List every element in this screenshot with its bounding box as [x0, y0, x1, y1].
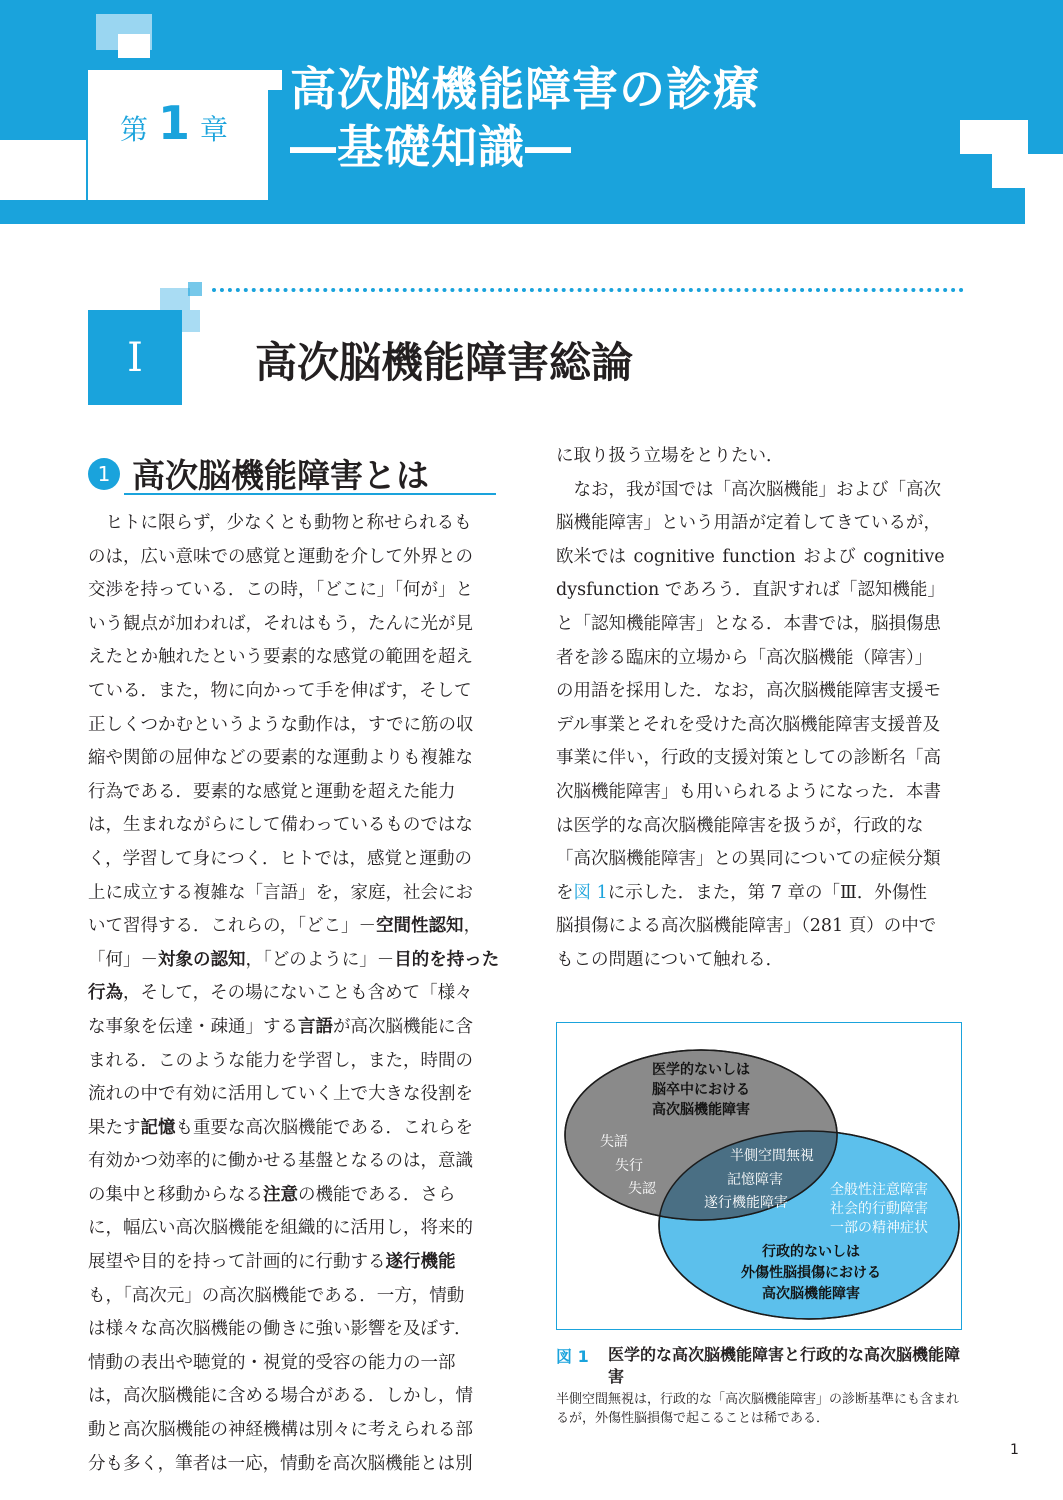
- text-line: 動と高次脳機能の神経機構は別々に考えられる部: [88, 1420, 473, 1441]
- admin-item-social: 社会的行動障害: [830, 1201, 928, 1217]
- text-line: 正しくつかむというような動作は，すでに筋の収: [88, 714, 474, 735]
- keyword-language: 言語: [298, 1016, 333, 1037]
- text-line: ヒトに限らず，少なくとも動物と称せられるも: [88, 513, 472, 533]
- dotted-rule: [212, 288, 964, 292]
- text-line: 分も多く，筆者は一応，情動を高次脳機能とは別: [88, 1453, 473, 1474]
- text-line: 次脳機能障害」も用いられるようになった．本書: [556, 781, 941, 802]
- text-run: ，: [463, 916, 482, 937]
- subsection-number: 1: [97, 462, 111, 486]
- overlap-item-executive: 遂行機能障害: [704, 1195, 788, 1211]
- subsection-number-badge: [88, 458, 120, 490]
- keyword-spatial-cognition: 空間性認知: [376, 916, 464, 937]
- text-run: な事象を伝達・疎通」する: [88, 1016, 298, 1037]
- figure-note: 半側空間無視は，行政的な「高次脳機能障害」の診断基準にも含まれるが，外傷性脳損傷で起こることは稀である．: [556, 1392, 960, 1426]
- text-line: [88, 910, 498, 944]
- header-notch: [268, 70, 282, 90]
- text-run: が高次脳機能に含: [333, 1016, 473, 1037]
- text-line: 事業に伴い，行政的支援対策としての診断名「高: [556, 748, 941, 769]
- text-line: dysfunction であろう．直訳すれば「認知機能」: [556, 580, 945, 601]
- body-column-right: [556, 440, 966, 978]
- section-numeral-box: [88, 310, 182, 405]
- text-line: と「認知機能障害」となる．本書では，脳損傷患: [556, 613, 941, 634]
- section-numeral: I: [127, 334, 143, 381]
- text-line: く，学習して身につく．ヒトでは，感覚と運動の: [88, 848, 472, 869]
- text-line: [88, 1179, 498, 1213]
- overlap-item-neglect: 半側空間無視: [730, 1148, 814, 1164]
- admin-label-line1: 行政的ないしは: [762, 1244, 860, 1260]
- text-run: ，そして，その場にないことも含めて「様々: [123, 983, 473, 1004]
- text-line: 流れの中で有効に活用していく上で大きな役割を: [88, 1084, 473, 1105]
- text-line: は医学的な高次脳機能障害を扱うが，行政的な: [556, 815, 924, 836]
- figure-caption-title: 医学的な高次脳機能障害と行政的な高次脳機能障害: [608, 1345, 961, 1386]
- keyword-memory: 記憶: [140, 1117, 176, 1138]
- admin-item-psychiatric: 一部の精神症状: [830, 1220, 928, 1236]
- keyword-attention: 注意: [263, 1184, 298, 1205]
- text-line: 有効かつ効率的に働かせる基盤となるのは，意識: [88, 1151, 473, 1172]
- chapter-number: 1: [157, 96, 190, 150]
- text-line: [556, 877, 966, 911]
- text-run: の機能である．さら: [298, 1184, 456, 1205]
- text-run: ，「どのように」－: [245, 949, 395, 970]
- text-line: 脳機能障害」という用語が定着してきているが，: [556, 513, 941, 534]
- header-band-lower: [0, 200, 1025, 224]
- text-line: 上に成立する複雑な「言語」を，家庭，社会にお: [88, 882, 473, 903]
- chapter-prefix: 第: [119, 113, 148, 146]
- admin-label-line3: 高次脳機能障害: [762, 1286, 860, 1302]
- overlap-item-memory: 記憶障害: [727, 1172, 783, 1188]
- text-line: [88, 977, 498, 1011]
- text-line: 「高次脳機能障害」との異同についての症候分類: [556, 849, 941, 870]
- text-line: は様々な高次脳機能の働きに強い影響を及ぼす．: [88, 1319, 472, 1340]
- page-number: 1: [1010, 1442, 1019, 1458]
- text-line: [88, 1112, 498, 1146]
- medical-item-apraxia: 失行: [615, 1158, 643, 1174]
- chapter-label: [88, 96, 260, 150]
- section-title: 高次脳機能障害総論: [255, 338, 634, 387]
- text-run: も重要な高次脳機能である．これらを: [175, 1117, 473, 1138]
- keyword-purposeful: 目的を持った: [394, 949, 500, 970]
- text-line: のは，広い意味での感覚と運動を介して外界との: [88, 546, 473, 567]
- subsection-title: 高次脳機能障害とは: [132, 456, 429, 495]
- chapter-suffix: 章: [200, 113, 229, 146]
- text-line: [88, 1011, 498, 1045]
- text-run: の集中と移動からなる: [88, 1184, 263, 1205]
- text-line: に取り扱う立場をとりたい．: [556, 446, 784, 466]
- text-line: は，生まれながらにして備わっているものではな: [88, 815, 473, 836]
- text-line: に，幅広い高次脳機能を組織的に活用し，将来的: [88, 1218, 473, 1239]
- chapter-title: [290, 60, 1030, 176]
- text-line: デル事業とそれを受けた高次脳機能障害支援普及: [556, 714, 941, 735]
- text-run: 果たす: [88, 1117, 141, 1138]
- text-run: 展望や目的を持って計画的に行動する: [88, 1252, 386, 1273]
- keyword-executive-function: 遂行機能: [385, 1252, 456, 1273]
- medical-label-line1: 医学的ないしは: [652, 1062, 750, 1078]
- figure-reference-link[interactable]: 図 1: [573, 882, 608, 903]
- text-line: いう観点が加われば，それはもう，たんに光が見: [88, 613, 473, 634]
- admin-label-line2: 外傷性脳損傷における: [741, 1265, 881, 1281]
- body-column-left: [88, 507, 498, 1481]
- header-cutout-right-lower: [1025, 188, 1063, 200]
- medical-item-aphasia: 失語: [600, 1134, 628, 1150]
- text-run: を: [556, 882, 574, 903]
- text-line: 縮や関節の屈伸などの要素的な運動よりも複雑な: [88, 748, 473, 769]
- text-line: もこの問題について触れる．: [556, 949, 784, 970]
- text-line: は，高次脳機能に含める場合がある．しかし，情: [88, 1386, 473, 1407]
- keyword-action: 行為: [88, 983, 123, 1004]
- text-run: 「何」－: [88, 949, 158, 970]
- text-line: 交渉を持っている．この時，「どこに」「何が」と: [88, 580, 473, 601]
- medical-item-agnosia: 失認: [628, 1181, 656, 1197]
- section-accent-light: [160, 288, 190, 310]
- text-run: いて習得する．これらの，「どこ」－: [88, 916, 377, 937]
- header-accent-square-white: [118, 34, 150, 58]
- text-line: 情動の表出や聴覚的・視覚的受容の能力の一部: [88, 1352, 456, 1373]
- keyword-object-recognition: 対象の認知: [158, 949, 246, 970]
- text-line: ている．また，物に向かって手を伸ばす，そして: [88, 680, 472, 701]
- subsection-underline: [124, 493, 496, 495]
- text-run: に示した．また，第 7 章の「Ⅲ．外傷性: [607, 882, 927, 903]
- text-line: えたとか触れたという要素的な感覚の範囲を超え: [88, 647, 473, 668]
- text-line: 欧米では cognitive function および cognitive: [556, 546, 945, 567]
- text-line: 者を診る臨床的立場から「高次脳機能（障害）」: [556, 647, 933, 668]
- text-line: も，「高次元」の高次脳機能である．一方，情動: [88, 1285, 465, 1306]
- medical-label-line2: 脳卒中における: [652, 1082, 750, 1098]
- medical-label-line3: 高次脳機能障害: [652, 1102, 750, 1118]
- venn-diagram: [556, 1022, 962, 1330]
- text-line: [88, 1246, 498, 1280]
- text-line: 行為である．要素的な感覚と運動を超えた能力: [88, 781, 456, 802]
- text-line: の用語を採用した．なお，高次脳機能障害支援モ: [556, 681, 941, 702]
- chapter-title-line2: ―基礎知識―: [290, 120, 572, 174]
- section-accent-small: [188, 282, 202, 296]
- text-line: なお，我が国では「高次脳機能」および「高次: [556, 479, 941, 500]
- figure-caption-label: 図 1: [556, 1347, 589, 1366]
- section-accent-side: [182, 310, 200, 332]
- chapter-title-line1: 高次脳機能障害の診療: [290, 62, 760, 116]
- admin-item-attention: 全般性注意障害: [830, 1182, 928, 1198]
- text-line: [88, 944, 498, 978]
- text-line: 脳損傷による高次脳機能障害」（281 頁）の中で: [556, 916, 937, 937]
- text-line: まれる．このような能力を学習し，また，時間の: [88, 1050, 473, 1071]
- header-cutout-bottom: [0, 140, 86, 200]
